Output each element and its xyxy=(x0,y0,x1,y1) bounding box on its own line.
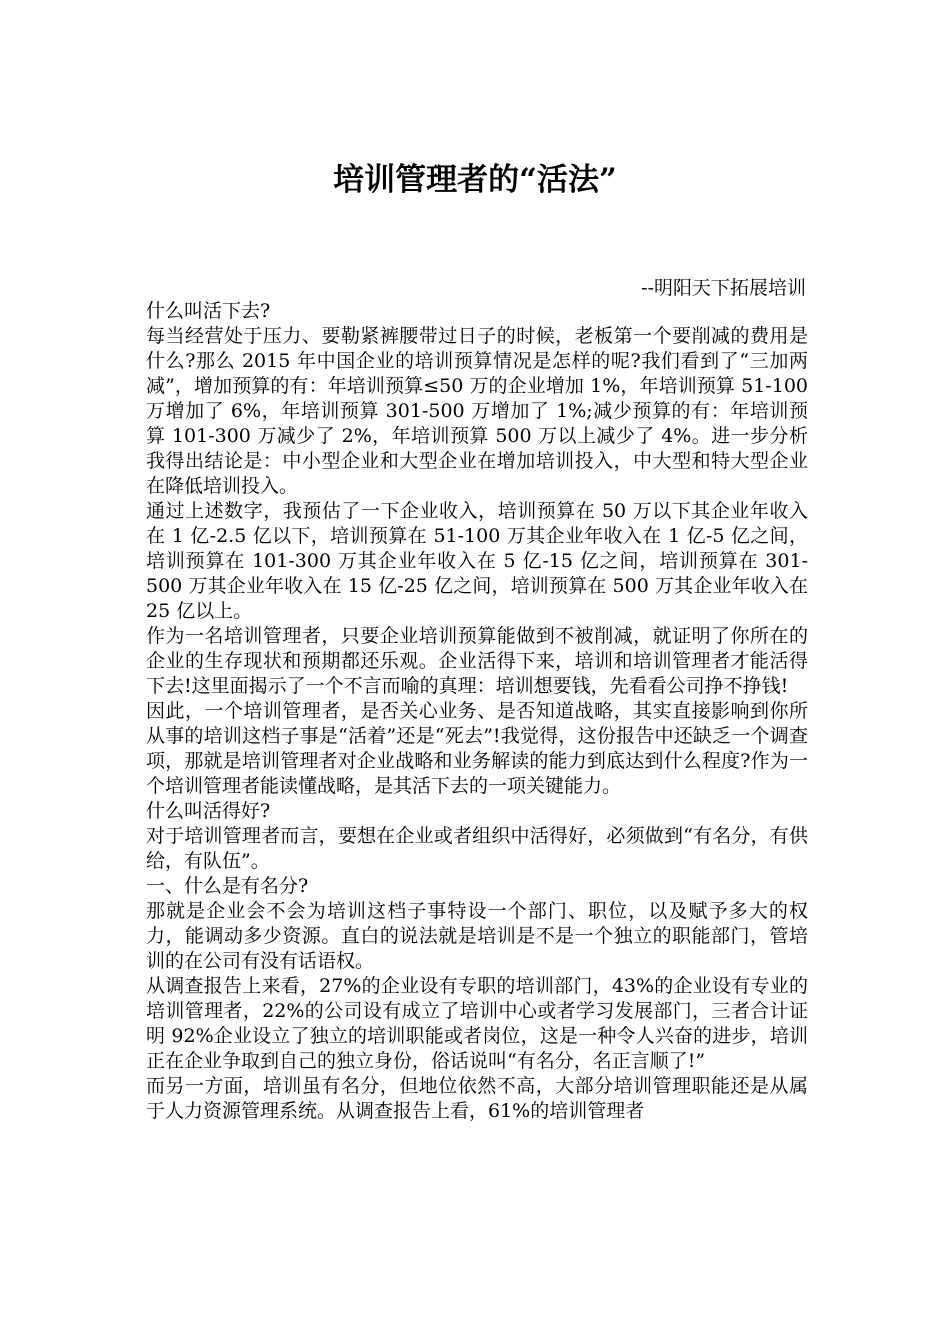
body-paragraph: 从调查报告上来看，27%的企业设有专职的培训部门，43%的企业设有专业的培训管理者，22%的公司设有成立了培训中心或者学习发展部门，三者合计证明 92%企业设立了独立的培训职能或者岗位，这是一种令人兴奋的进步，培训正在企业争取到自己的独立身份，俗话说叫“有名分，名正言顺了!” xyxy=(146,975,808,1072)
body-paragraph: 对于培训管理者而言，要想在企业或者组织中活得好，必须做到“有名分，有供给，有队伍”。 xyxy=(146,825,808,872)
body-paragraph: 那就是企业会不会为培训这档子事特设一个部门、职位，以及赋予多大的权力，能调动多少资源。直白的说法就是培训是不是一个独立的职能部门，管培训的在公司有没有话语权。 xyxy=(146,900,808,972)
document-body xyxy=(146,299,808,1124)
heading-live-well: 什么叫活得好? xyxy=(146,800,271,822)
document-byline: --明阳天下拓展培训 xyxy=(641,277,806,299)
body-paragraph: 通过上述数字，我预估了一下企业收入，培训预算在 50 万以下其企业年收入在 1 亿-2.5 亿以下，培训预算在 51-100 万其企业年收入在 1 亿-5 亿之间，培训预算在 101-300 万其企业年收入在 5 亿-15 亿之间，培训预算在 301-500 万其企业年收入在 15 亿-25 亿之间，培训预算在 500 万其企业年收入在 25 亿以上。 xyxy=(146,500,808,622)
body-paragraph: 因此，一个培训管理者，是否关心业务、是否知道战略，其实直接影响到你所从事的培训这档子事是“活着”还是“死去”!我觉得，这份报告中还缺乏一个调查项，那就是培训管理者对企业战略和业务解读的能力到底达到什么程度?作为一个培训管理者能读懂战略，是其活下去的一项关键能力。 xyxy=(146,700,808,797)
body-paragraph: 作为一名培训管理者，只要企业培训预算能做到不被削减，就证明了你所在的企业的生存现状和预期都还乐观。企业活得下来，培训和培训管理者才能活得下去!这里面揭示了一个不言而喻的真理：培训想要钱，先看看公司挣不挣钱! xyxy=(146,625,808,697)
heading-section-one: 一、什么是有名分? xyxy=(146,875,309,897)
document-title: 培训管理者的“活法” xyxy=(333,162,617,198)
heading-survive: 什么叫活下去? xyxy=(146,300,271,322)
body-paragraph: 每当经营处于压力、要勒紧裤腰带过日子的时候，老板第一个要削减的费用是什么?那么 2015 年中国企业的培训预算情况是怎样的呢?我们看到了“三加两减”，增加预算的有：年培训预算≤50 万的企业增加 1%，年培训预算 51-100 万增加了 6%，年培训预算 301-500 万增加了 1%;减少预算的有：年培训预算 101-300 万减少了 2%，年培训预算 500 万以上减少了 4%。进一步分析我得出结论是：中小型企业和大型企业在增加培训投入，中大型和特大型企业在降低培训投入。 xyxy=(146,325,808,497)
body-paragraph: 而另一方面，培训虽有名分，但地位依然不高，大部分培训管理职能还是从属于人力资源管理系统。从调查报告上看，61%的培训管理者 xyxy=(146,1075,808,1122)
